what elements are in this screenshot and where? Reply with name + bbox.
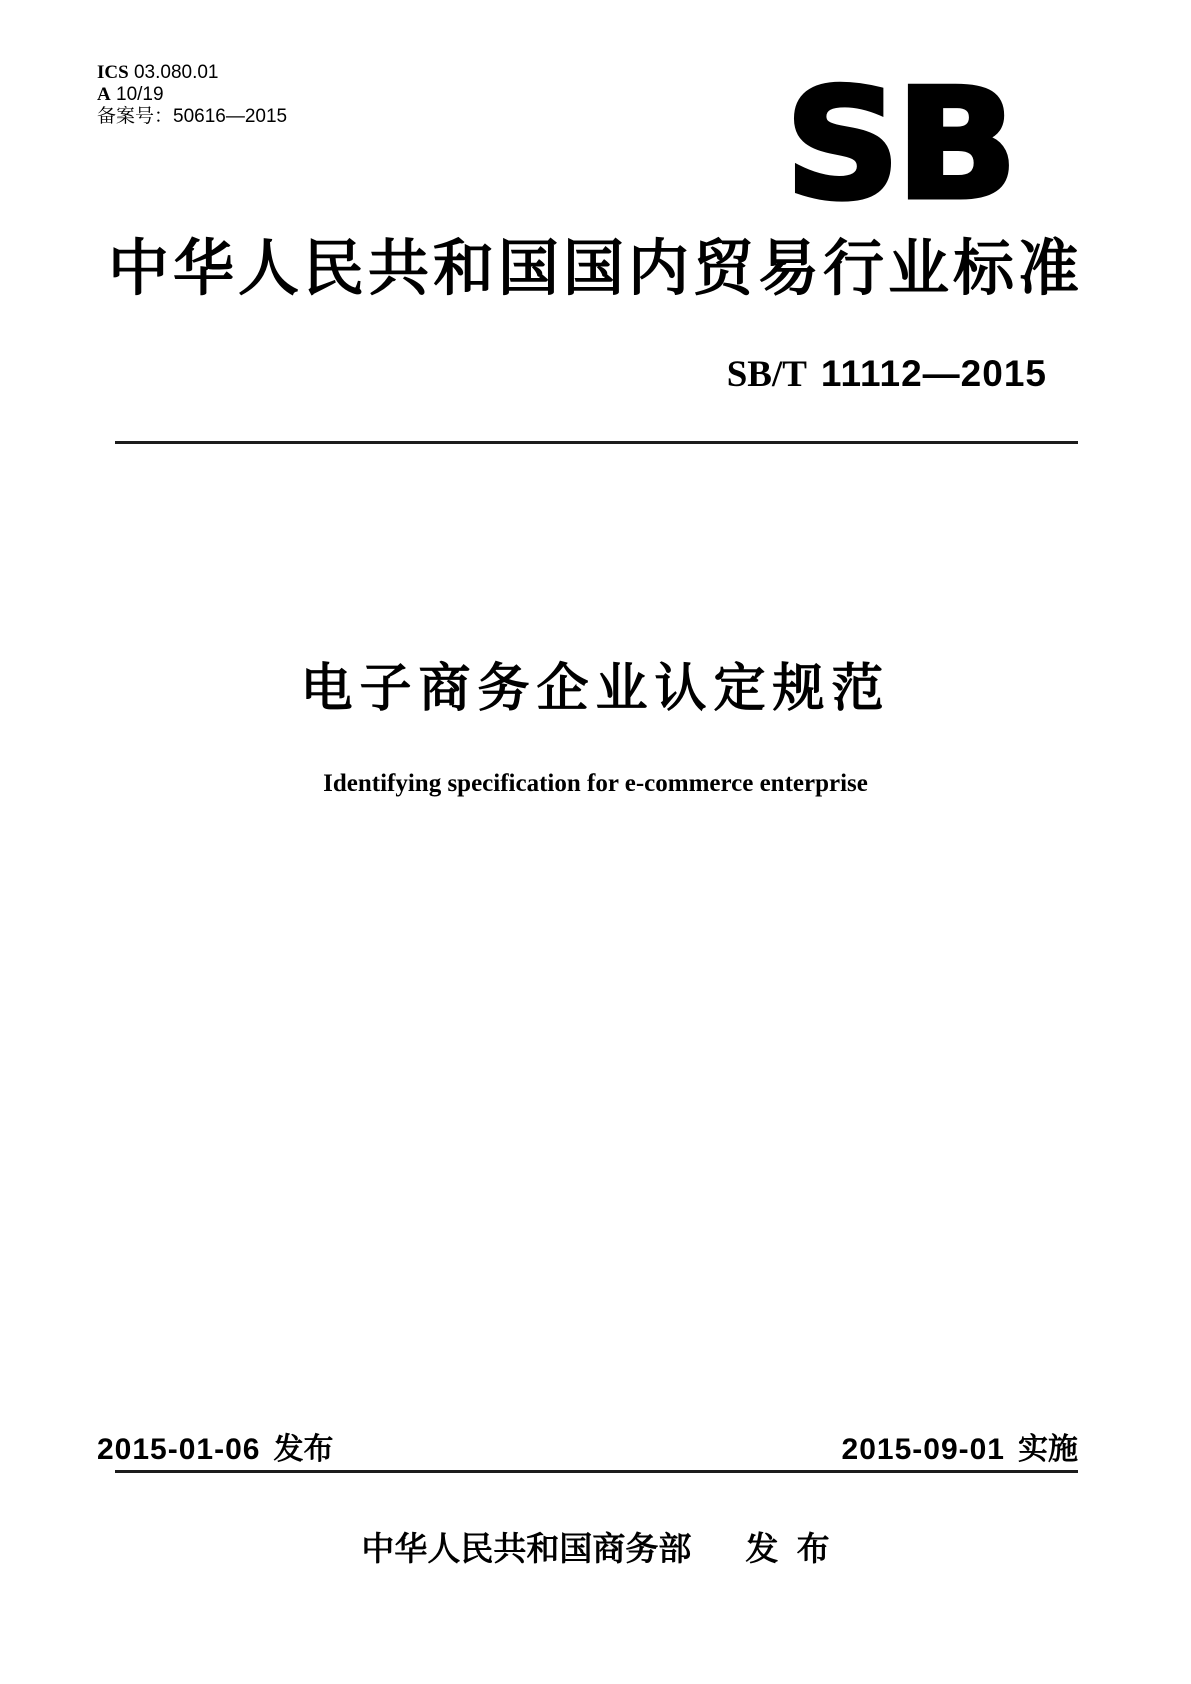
publisher-name: 中华人民共和国商务部 xyxy=(361,1530,692,1567)
standard-number-value: 11112—2015 xyxy=(820,353,1047,394)
ics-label: ICS xyxy=(97,62,129,83)
implementation-label: 实施 xyxy=(1018,1433,1078,1466)
standard-title-zh: 电子商务企业认定规范 xyxy=(300,660,891,718)
ics-value: 03.080.01 xyxy=(133,62,219,83)
implementation-date: 2015-09-01 xyxy=(841,1433,1005,1466)
bottom-divider xyxy=(115,1470,1078,1473)
issue-date: 2015-01-06 xyxy=(97,1433,261,1466)
publisher-line xyxy=(0,1528,1191,1570)
ics-code xyxy=(97,62,287,84)
publish-action: 发 布 xyxy=(745,1530,830,1567)
classification-label: A xyxy=(97,84,111,105)
issue-date-group xyxy=(97,1432,333,1468)
dates-row xyxy=(97,1432,1078,1468)
classification-value: 10/19 xyxy=(116,84,164,105)
sb-logo: SB xyxy=(784,56,1013,233)
standard-category-title: 中华人民共和国国内贸易行业标准 xyxy=(107,234,1083,302)
implementation-date-group xyxy=(842,1432,1078,1468)
standard-number-prefix: SB/T xyxy=(726,354,807,395)
standard-title-en: Identifying specification for e-commerce enterprise xyxy=(323,770,868,797)
meta-block xyxy=(97,62,287,128)
record-number: 备案号：50616—2015 xyxy=(97,106,288,127)
top-divider xyxy=(115,441,1078,444)
standard-number xyxy=(727,352,1047,397)
classification-code xyxy=(97,84,287,106)
issue-label: 发布 xyxy=(273,1433,334,1466)
